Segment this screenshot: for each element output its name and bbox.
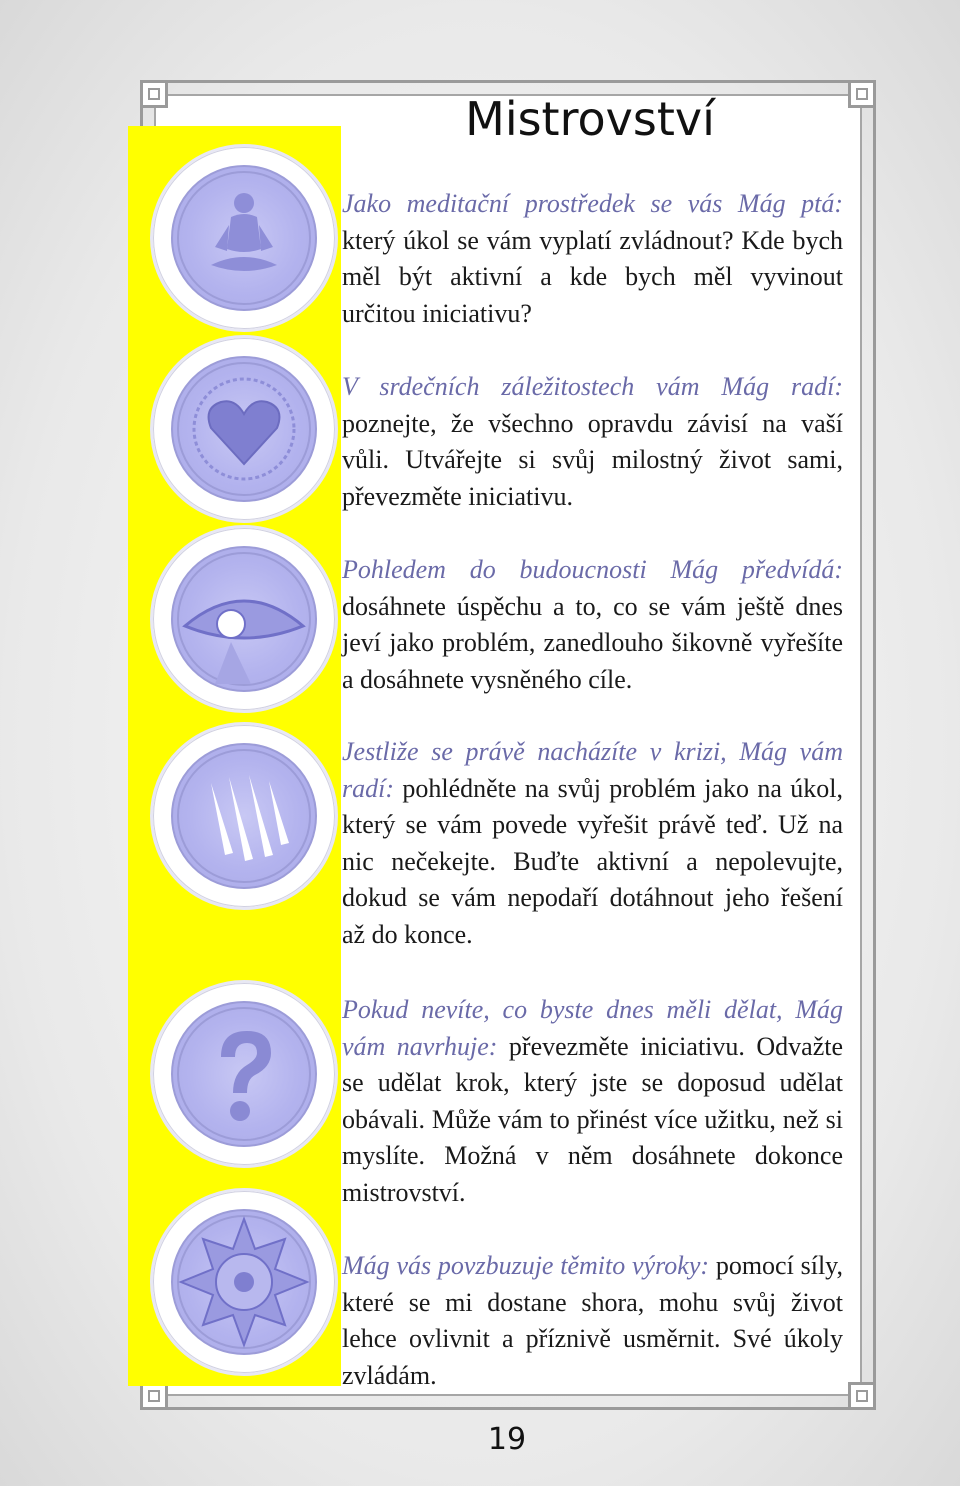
paragraph-crisis [342, 734, 843, 953]
medallion-eye [150, 525, 338, 713]
frame-corner-top-right [848, 80, 876, 108]
crisis-claws-icon [171, 743, 317, 889]
medallion-mandala [150, 1188, 338, 1376]
frame-corner-top-left [140, 80, 168, 108]
paragraph-lead: Jestliže se právě nacházíte v krizi, Mág vám radí: [342, 737, 843, 803]
paragraph-today [342, 992, 843, 1211]
eye-icon [171, 546, 317, 692]
paragraph-affirmation [342, 1248, 843, 1394]
paragraph-lead: Pohledem do budoucnosti Mág předvídá: [342, 555, 843, 584]
paragraph-lead: Pokud nevíte, co byste dnes měli dělat, Mág vám navrhuje: [342, 995, 843, 1061]
paragraph-body: dosáhnete úspěchu a to, co se vám ještě dnes jeví jako problém, zanedlouho šikovně vyřešíte a dosáhnete vysněného cíle. [342, 591, 843, 694]
medallion-crisis [150, 722, 338, 910]
paragraph-lead: V srdečních záležitostech vám Mág radí: [342, 372, 843, 401]
page-number: 19 [487, 1422, 527, 1457]
heart-icon [171, 356, 317, 502]
mandala-icon [171, 1209, 317, 1355]
paragraph-lead: Mág vás povzbuzuje těmito výroky: [342, 1251, 710, 1280]
paragraph-body: převezměte iniciativu. Odvažte se udělat krok, který jste se doposud udělat obávali. Může vám to přinést více užitku, než si myslíte. Možná v něm dosáhnete dokonce mistrovství. [342, 1031, 843, 1207]
paragraph-body: poznejte, že všechno opravdu závisí na vaší vůli. Utvářejte si svůj milostný život sami, převezměte iniciativu. [342, 408, 843, 511]
medallion-meditation [150, 144, 338, 332]
paragraph-lead: Jako meditační prostředek se vás Mág ptá: [342, 189, 843, 218]
paragraph-body: pohlédněte na svůj problém jako na úkol, který se vám povede vyřešit právě teď. Už na nic nečekejte. Buďte aktivní a nepolevujte, dokud se vám nepodaří dotáhnout jeho řešení až do konce. [342, 773, 843, 949]
paragraph-heart [342, 369, 843, 515]
paragraph-future [342, 552, 843, 698]
paragraph-body: pomocí síly, které se mi dostane shora, mohu svůj život lehce ovlivnit a příznivě usměrnit. Své úkoly zvládám. [342, 1251, 843, 1390]
meditation-icon [171, 165, 317, 311]
frame-corner-bottom-right [848, 1382, 876, 1410]
frame-corner-bottom-left [140, 1382, 168, 1410]
paragraph-meditation [342, 186, 843, 332]
medallion-heart [150, 335, 338, 523]
medallion-question [150, 980, 338, 1168]
question-mark-icon [171, 1001, 317, 1147]
paragraph-body: který úkol se vám vyplatí zvládnout? Kde bych měl být aktivní a kde bych měl vyvinout určitou iniciativu? [342, 225, 843, 328]
page-title: Mistrovství [465, 92, 715, 146]
